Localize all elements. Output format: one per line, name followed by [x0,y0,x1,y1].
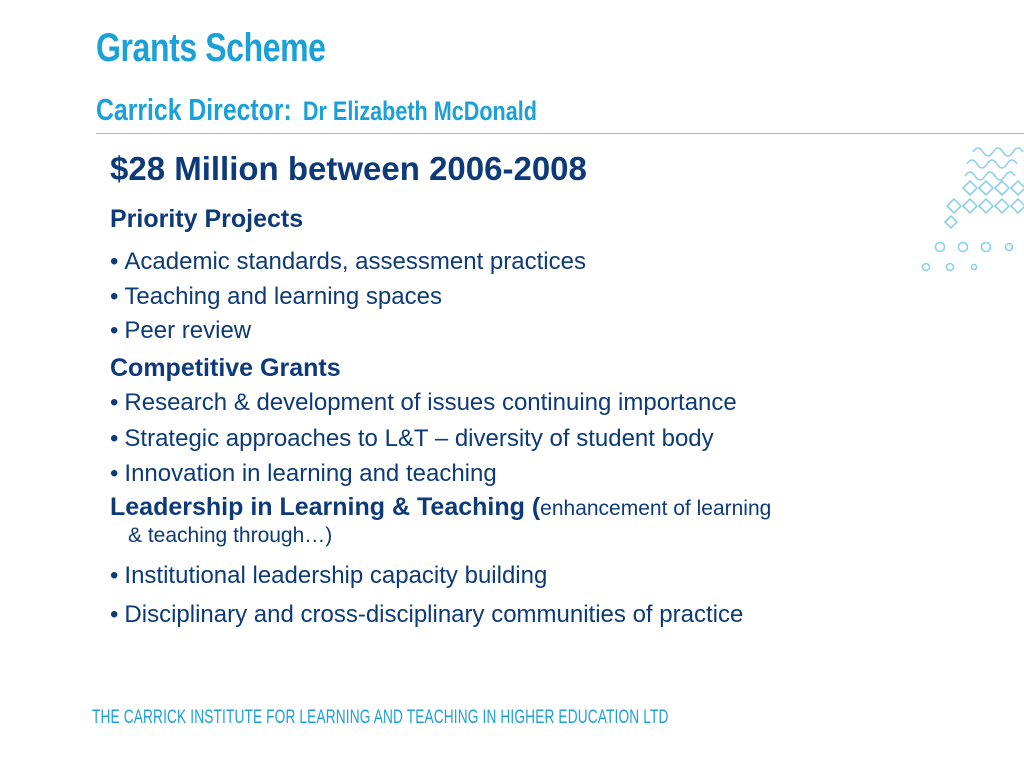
bullet-glyph: • [110,248,119,275]
list-item [110,425,714,453]
list-item [110,460,497,488]
page-title: Grants Scheme [96,26,326,70]
list-item-text: Disciplinary and cross-disciplinary communities of practice [124,601,744,628]
page-subtitle [96,92,537,128]
section-heading-leadership [110,494,900,548]
funding-headline: $28 Million between 2006-2008 [110,150,587,187]
list-item-text: Strategic approaches to L&T – diversity of student body [124,425,714,452]
bullet-glyph: • [110,601,119,628]
list-item-text: Research & development of issues continuing importance [124,389,737,416]
list-item-text: Innovation in learning and teaching [124,460,497,487]
decorative-pattern-icon [905,130,1024,280]
director-name: Dr Elizabeth McDonald [302,96,537,126]
header-divider [96,133,1024,134]
leadership-heading-text: Leadership in Learning & Teaching ( [110,493,541,521]
list-item [110,562,547,590]
list-item-text: Institutional leadership capacity building [124,562,548,589]
leadership-note-line2: & teaching through…) [128,524,333,547]
list-item [110,283,442,311]
section-heading-priority-projects: Priority Projects [110,205,304,233]
list-item [110,248,586,276]
bullet-glyph: • [110,562,119,589]
list-item [110,317,251,345]
list-item [110,601,743,629]
bullet-glyph: • [110,317,119,344]
director-role-label: Carrick Director: [96,92,292,127]
list-item-text: Peer review [124,317,252,344]
list-item-text: Academic standards, assessment practices [124,248,586,275]
list-item [110,389,737,417]
bullet-glyph: • [110,460,119,487]
leadership-note-line1: enhancement of learning [540,497,772,520]
bullet-glyph: • [110,389,119,416]
list-item-text: Teaching and learning spaces [124,283,442,310]
bullet-glyph: • [110,283,119,310]
footer-organization-name: THE CARRICK INSTITUTE FOR LEARNING AND TEACHING IN HIGHER EDUCATION LTD [92,707,669,728]
bullet-glyph: • [110,425,119,452]
section-heading-competitive-grants: Competitive Grants [110,354,341,382]
